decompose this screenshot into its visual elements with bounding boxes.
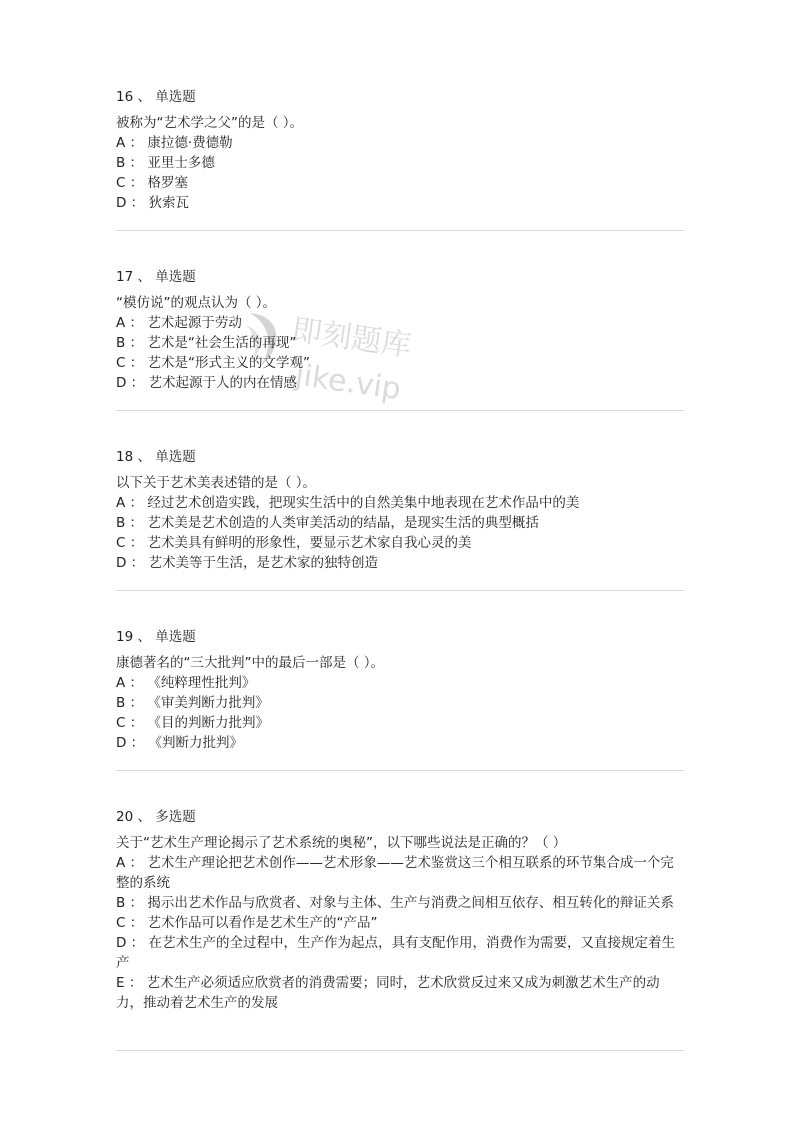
question-stem: 以下关于艺术美表述错的是（ ）。 [116,475,317,491]
question-18 [116,447,684,573]
question-header: 16 、 单选题 [116,89,196,105]
option-c: C ： 艺术美具有鲜明的形象性，要显示艺术家自我心灵的美 [116,535,472,551]
option-a: A ： 《纯粹理性批判》 [116,675,256,691]
option-d: D ： 《判断力批判》 [116,735,243,751]
question-divider [116,1050,684,1051]
question-divider [116,770,684,771]
question-divider [116,590,684,591]
question-header: 17 、 单选题 [116,269,196,285]
option-c: C ： 格罗塞 [116,175,189,191]
option-a: A ： 康拉德·费德勒 [116,135,233,151]
option-c: C ： 艺术作品可以看作是艺术生产的“产品” [116,915,378,931]
option-d: D ： 艺术起源于人的内在情感 [116,375,297,391]
question-header: 18 、 单选题 [116,449,196,465]
question-divider [116,230,684,231]
question-header: 19 、 单选题 [116,629,196,645]
question-header: 20 、 多选题 [116,809,196,825]
question-stem: “模仿说”的观点认为（ ）。 [116,295,277,311]
question-17 [116,267,684,393]
option-b: B ： 艺术是“社会生活的再现” [116,335,297,351]
option-a: A ： 艺术生产理论把艺术创作——艺术形象——艺术鉴赏这三个相互联系的环节集合成一个完整的系统 [116,855,674,891]
option-e: E ： 艺术生产必须适应欣赏者的消费需要；同时，艺术欣赏反过来又成为刺激艺术生产的动力，推动着艺术生产的发展 [116,975,660,1011]
question-divider [116,410,684,411]
option-b: B ： 艺术美是艺术创造的人类审美活动的结晶，是现实生活的典型概括 [116,515,539,531]
option-c: C ： 《目的判断力批判》 [116,715,270,731]
watermark-text-line2: jike.vip [293,357,404,408]
option-d: D ： 在艺术生产的全过程中，生产作为起点，具有支配作用，消费作为需要，又直接规定着生产 [116,935,675,971]
option-c: C ： 艺术是“形式主义的文学观” [116,355,310,371]
option-b: B ： 《审美判断力批判》 [116,695,269,711]
question-stem: 康德著名的“三大批判”中的最后一部是（ ）。 [116,655,385,671]
option-b: B ： 亚里士多德 [116,155,215,171]
option-d: D ： 艺术美等于生活，是艺术家的独特创造 [116,555,378,571]
option-d: D ： 狄索瓦 [116,195,189,211]
option-b: B ： 揭示出艺术作品与欣赏者、对象与主体、生产与消费之间相互依存、相互转化的辩证关系 [116,895,674,911]
question-16 [116,87,684,213]
question-stem: 被称为“艺术学之父”的是（ ）。 [116,115,304,131]
watermark-text-line1: 即刻题库 [289,312,414,365]
option-a: A ： 经过艺术创造实践，把现实生活中的自然美集中地表现在艺术作品中的美 [116,495,580,511]
question-20 [116,807,684,1013]
question-19 [116,627,684,753]
question-stem: 关于“艺术生产理论揭示了艺术系统的奥秘”，以下哪些说法是正确的？（ ） [116,835,567,851]
option-a: A ： 艺术起源于劳动 [116,315,242,331]
